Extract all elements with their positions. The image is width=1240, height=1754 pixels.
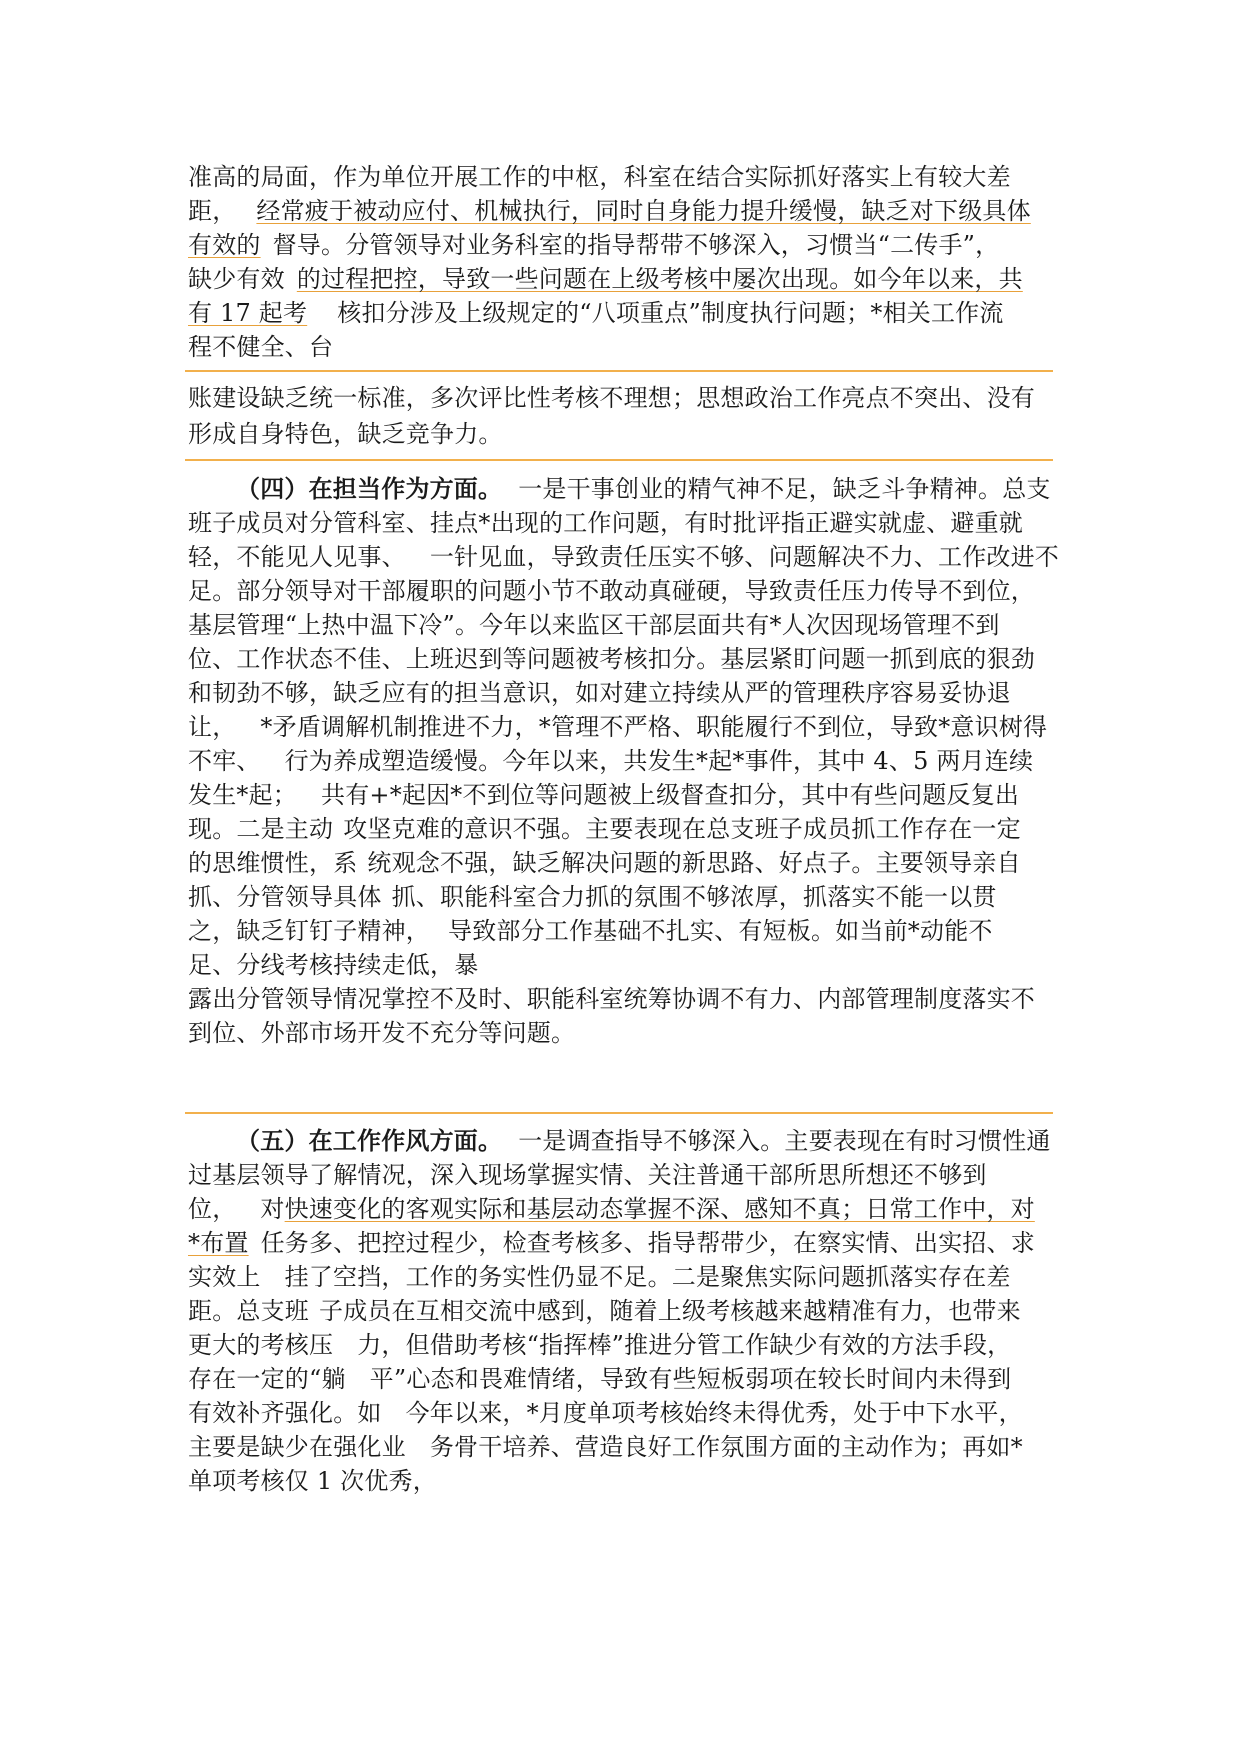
paragraph-line — [188, 746, 1033, 776]
text-run: 班子成员对分管科室、挂点*出现的工作问题，有时批评指正避实就虚、避重就 — [188, 509, 1023, 537]
text-run: 导致部分工作基础不扎实、有短板。如当前*动能不 — [448, 917, 993, 945]
paragraph-line — [188, 196, 1031, 226]
paragraph-line — [188, 644, 1035, 674]
paragraph-line — [188, 814, 1021, 844]
text-run: 的思维惯性，系 — [188, 849, 358, 877]
text-run: 位、工作状态不佳、上班迟到等问题被考核扣分。基层紧盯问题一抓到底的狠劲 — [188, 645, 1035, 673]
text-run: 务骨干培养、营造良好工作氛围方面的主动作为；再如* — [429, 1433, 1023, 1461]
horizontal-rule — [185, 1112, 1053, 1114]
text-run: 过基层领导了解情况，深入现场掌握实情、关注普通干部所思所想还不够到 — [188, 1161, 987, 1189]
underlined-text: 有效的 — [188, 231, 261, 259]
text-run: 账建设缺乏统一标准，多次评比性考核不理想；思想政治工作亮点不突出、没有 — [188, 384, 1035, 412]
section-heading: （四）在担当作为方面。 — [236, 474, 503, 503]
text-run: 挂了空挡，工作的务实性仍显不足。二是聚焦实际问题抓落实存在差 — [284, 1263, 1011, 1291]
text-run: 轻，不能见人见事、 — [188, 543, 406, 571]
text-run: 发生*起； — [188, 781, 297, 809]
text-run: 有效补齐强化。如 — [188, 1399, 382, 1427]
paragraph-line — [188, 576, 1035, 606]
underlined-text: 经常疲于被动应付、机械执行，同时自身能力提升缓慢，缺乏对下级具体 — [256, 197, 1031, 225]
section-heading: （五）在工作作风方面。 — [236, 1126, 503, 1155]
text-run: *矛盾调解机制推进不力，*管理不严格、职能履行不到位，导致*意识树得 — [260, 713, 1048, 741]
paragraph-line — [188, 950, 478, 980]
paragraph-line — [188, 916, 993, 946]
paragraph-line — [188, 1262, 1011, 1292]
underlined-text: 的过程把控，导致一些问题在上级考核中屡次出现。如今年以来，共 — [296, 265, 1023, 293]
paragraph-line — [188, 1398, 1023, 1428]
underlined-text: 快速变化的客观实际和基层动态掌握不深、感知不真；日常工作中，对 — [284, 1195, 1035, 1223]
paragraph-line — [188, 1466, 437, 1496]
paragraph-line — [188, 1432, 1023, 1462]
paragraph-line — [188, 1330, 1011, 1360]
text-run: 程不健全、台 — [188, 333, 334, 361]
text-run: 一是调查指导不够深入。主要表现在有时习惯性通 — [518, 1127, 1051, 1155]
paragraph-line — [188, 332, 333, 362]
text-run: 之，缺乏钉钉子精神， — [188, 917, 430, 945]
underlined-text: 有 17 起考 — [188, 299, 308, 327]
text-run: 基层管理“上热中温下冷”。今年以来监区干部层面共有*人次因现场管理不到 — [188, 611, 1000, 639]
paragraph-line — [188, 712, 1047, 742]
text-run: 一是干事创业的精气神不足，缺乏斗争精神。总支 — [518, 475, 1051, 503]
paragraph-line — [188, 230, 999, 260]
paragraph-line — [188, 1296, 1021, 1326]
text-run: 共有+*起因*不到位等问题被上级督查扣分，其中有些问题反复出 — [321, 781, 1020, 809]
paragraph-line — [236, 1126, 1051, 1156]
paragraph-line — [188, 610, 1000, 640]
paragraph-line — [188, 264, 1023, 294]
paragraph-line — [188, 1364, 1011, 1394]
paragraph-line — [188, 848, 1021, 878]
text-run: 存在一定的“躺 — [188, 1365, 346, 1393]
text-run: 足、分线考核持续走低，暴 — [188, 951, 479, 979]
paragraph-line — [188, 419, 503, 449]
paragraph-line — [188, 542, 1059, 572]
text-run: 抓、分管领导具体 — [188, 883, 382, 911]
paragraph-line — [188, 1018, 575, 1048]
text-run: 露出分管领导情况掌控不及时、职能科室统筹协调不有力、内部管理制度落实不 — [188, 985, 1035, 1013]
text-run: 今年以来，*月度单项考核始终未得优秀，处于中下水平， — [405, 1399, 1023, 1427]
paragraph-line — [188, 984, 1035, 1014]
text-run: 子成员在互相交流中感到，随着上级考核越来越精准有力，也带来 — [319, 1297, 1021, 1325]
text-run: 缺少有效 — [188, 265, 285, 293]
text-run: 力，但借助考核“指挥棒”推进分管工作缺少有效的方法手段， — [357, 1331, 1012, 1359]
text-run: 平”心态和畏难情绪，导致有些短板弱项在较长时间内未得到 — [369, 1365, 1012, 1393]
text-run: 形成自身特色，缺乏竞争力。 — [188, 420, 503, 448]
paragraph-line — [188, 1160, 987, 1190]
horizontal-rule — [185, 370, 1053, 372]
text-run: 到位、外部市场开发不充分等问题。 — [188, 1019, 576, 1047]
paragraph-line — [188, 298, 1004, 328]
underlined-text: *布置 — [188, 1229, 249, 1257]
text-run: 攻坚克难的意识不强。主要表现在总支班子成员抓工作存在一定 — [343, 815, 1021, 843]
text-run: 距。总支班 — [188, 1297, 309, 1325]
text-run: 核扣分涉及上级规定的“八项重点”制度执行问题；*相关工作流 — [337, 299, 1004, 327]
text-run: 行为养成塑造缓慢。今年以来，共发生*起*事件，其中 4、5 两月连续 — [284, 747, 1034, 775]
text-run: 一针见血，导致责任压实不够、问题解决不力、工作改进不 — [429, 543, 1060, 571]
paragraph-line — [188, 678, 1011, 708]
paragraph-line — [188, 1194, 1035, 1224]
text-run: 距， — [188, 197, 237, 225]
text-run: 实效上 — [188, 1263, 261, 1291]
text-run: 主要是缺少在强化业 — [188, 1433, 406, 1461]
paragraph-line — [188, 383, 1035, 413]
paragraph-line — [188, 882, 997, 912]
text-run: 更大的考核压 — [188, 1331, 334, 1359]
text-run: 现。二是主动 — [188, 815, 334, 843]
text-run: 统观念不强，缺乏解决问题的新思路、好点子。主要领导亲自 — [367, 849, 1021, 877]
text-run: 抓、职能科室合力抓的氛围不够浓厚，抓落实不能一以贯 — [391, 883, 997, 911]
text-run: 单项考核仅 1 次优秀， — [188, 1467, 437, 1495]
text-run: 准高的局面，作为单位开展工作的中枢，科室在结合实际抓好落实上有较大差 — [188, 163, 1011, 191]
text-run: 和韧劲不够，缺乏应有的担当意识，如对建立持续从严的管理秩序容易妥协退 — [188, 679, 1011, 707]
horizontal-rule — [185, 459, 1053, 461]
paragraph-line — [188, 1228, 1035, 1258]
text-run: 足。部分领导对干部履职的问题小节不敢动真碰硬，导致责任压力传导不到位， — [188, 577, 1035, 605]
text-run: 让， — [188, 713, 237, 741]
paragraph-line — [236, 474, 1051, 504]
text-run: 任务多、把控过程少，检查考核多、指导帮带少，在察实情、出实招、求 — [260, 1229, 1036, 1257]
paragraph-line — [188, 508, 1023, 538]
text-run: 位， — [188, 1195, 237, 1223]
text-run: 督导。分管领导对业务科室的指导帮带不够深入，习惯当“二传手”， — [272, 231, 1000, 259]
text-run: 对 — [260, 1195, 285, 1223]
paragraph-line — [188, 780, 1019, 810]
text-run: 不牢、 — [188, 747, 261, 775]
paragraph-line — [188, 162, 1011, 192]
